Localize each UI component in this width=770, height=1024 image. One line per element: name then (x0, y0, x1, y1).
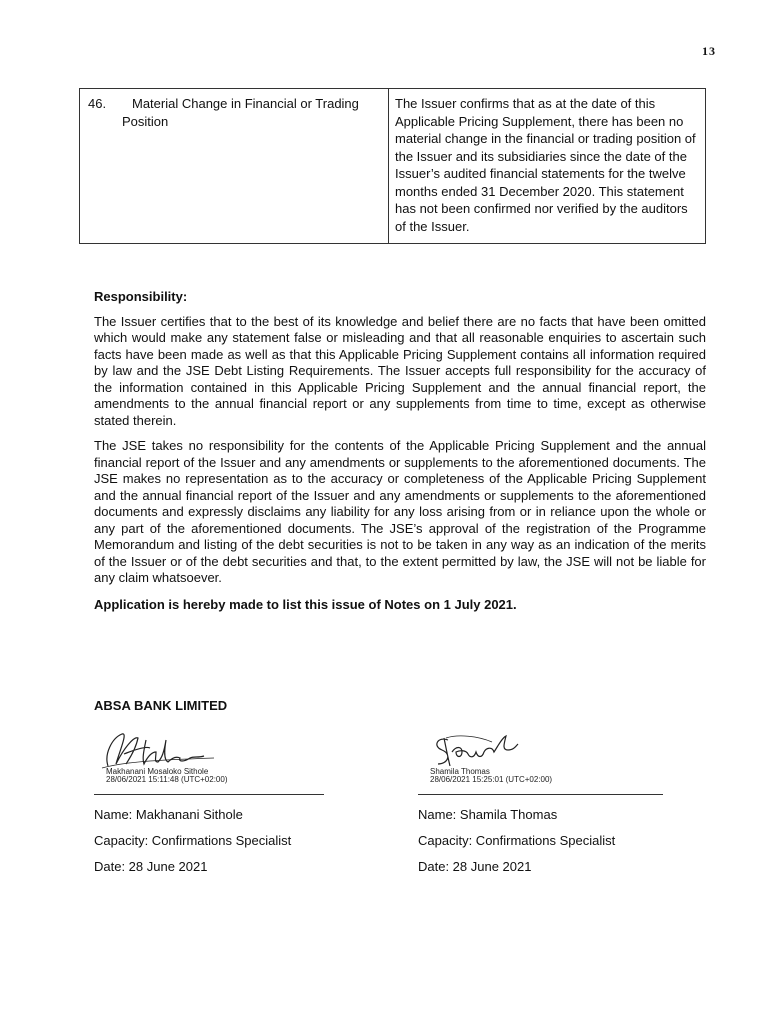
application-statement: Application is hereby made to list this issue of Notes on 1 July 2021. (94, 596, 517, 612)
stamp-datetime: 28/06/2021 15:25:01 (UTC+02:00) (430, 775, 553, 784)
signature-line (94, 794, 324, 795)
item-heading (86, 95, 382, 113)
item-label-cell (80, 89, 389, 244)
signatory-2 (418, 728, 678, 873)
signature-line (418, 794, 663, 795)
table-row (80, 89, 706, 244)
item-title-line1: Material Change in Financial or Trading (132, 96, 359, 111)
item-statement-cell (389, 89, 706, 244)
signatory-name: Name: Shamila Thomas (418, 807, 558, 822)
signatory-capacity: Capacity: Confirmations Specialist (418, 833, 616, 848)
item-number: 46. (88, 96, 107, 111)
item-table (79, 88, 706, 244)
signatory-name: Name: Makhanani Sithole (94, 807, 243, 822)
item-title (132, 95, 382, 113)
responsibility-heading: Responsibility: (94, 289, 188, 304)
signature-2-stamp (430, 768, 552, 784)
signature-area (94, 728, 354, 790)
signatory-capacity: Capacity: Confirmations Specialist (94, 833, 292, 848)
stamp-name: Shamila Thomas (430, 767, 490, 776)
signature-1-stamp (106, 768, 228, 784)
signature-area (418, 728, 678, 790)
stamp-datetime: 28/06/2021 15:11:48 (UTC+02:00) (106, 775, 228, 784)
company-name: ABSA BANK LIMITED (94, 698, 228, 713)
responsibility-section (94, 289, 706, 613)
signatory-date: Date: 28 June 2021 (94, 859, 208, 874)
responsibility-paragraph-2: The JSE takes no responsibility for the contents of the Applicable Pricing Supplement and the annual financial report of the Issuer and any amendments or supplements to the aforementioned documents. The JSE makes no representation as to the accuracy or completeness of the Applicable Pricing Supplement and the annual financial report of the Issuer and any amendments or supplements to the aforementioned documents and expressly disclaims any liability for any loss arising from or in reliance upon the whole or any part of the aforementioned documents. The JSE’s approval of the registration of the Programme Memorandum and listing of the debt securities is not to be taken in any way as an indication of the merits of the Issuer or of the debt securities and that, to the extent permitted by law, the JSE will not be liable for any claim whatsoever. (94, 438, 706, 585)
page-number: 13 (702, 44, 716, 58)
signatory-1 (94, 728, 354, 873)
responsibility-paragraph-1: The Issuer certifies that to the best of its knowledge and belief there are no facts that have been omitted which would make any statement false or misleading and that all reasonable enquiries to ascertain such facts have been made as well as that this Applicable Pricing Supplement contains all information required by law and the JSE Debt Listing Requirements. The Issuer accepts full responsibility for the accuracy of the information contained in this Applicable Pricing Supplement and the annual financial report, the amendments to the annual financial report or any supplements from time to time, except as otherwise stated therein. (94, 313, 706, 428)
item-title-line2: Position (122, 113, 169, 129)
item-statement: The Issuer confirms that as at the date of this Applicable Pricing Supplement, there has been no material change in the financial or trading position of the Issuer and its subsidiaries since the date of the Issuer’s audited financial statements for the twelve months ended 31 December 2020. This statement has not been confirmed nor verified by the auditors of the Issuer. (395, 96, 696, 234)
stamp-name: Makhanani Mosaloko Sithole (106, 767, 209, 776)
signatory-date: Date: 28 June 2021 (418, 859, 532, 874)
